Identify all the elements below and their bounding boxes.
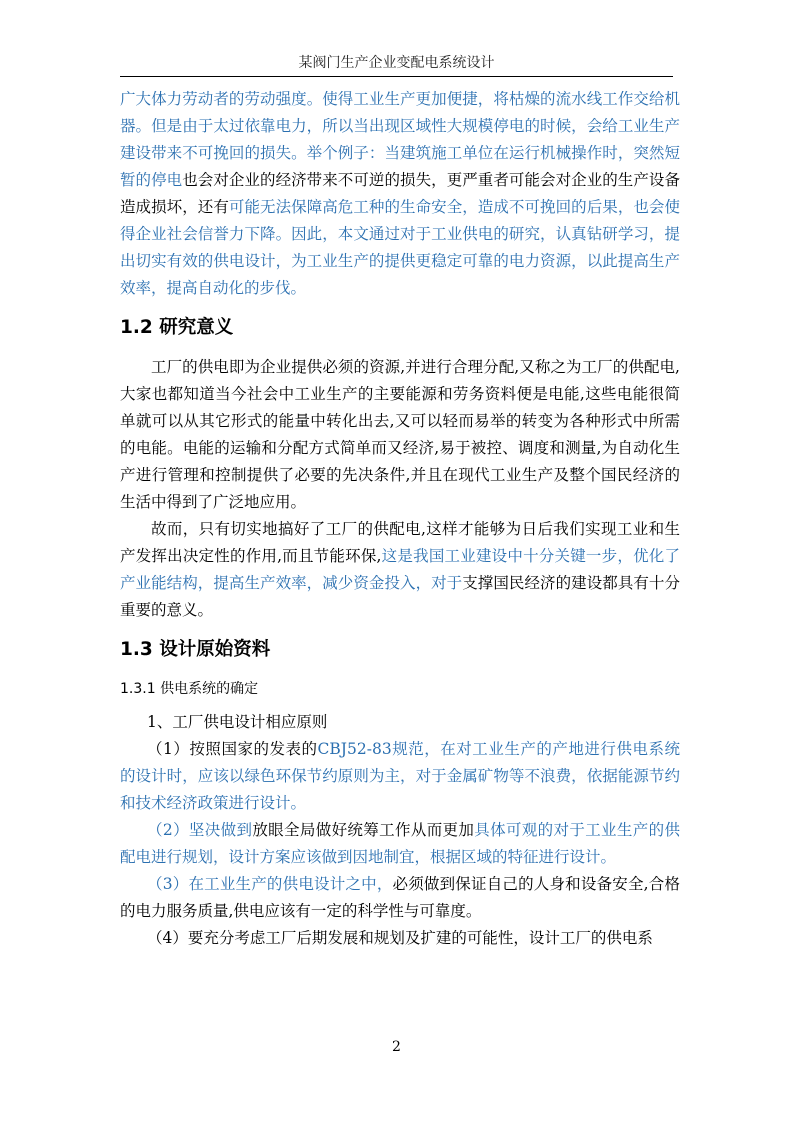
paragraph-1-2-a bbox=[120, 354, 680, 516]
text-run: 体力劳动者的劳动强度。使得工业生产更加便捷，将枯燥的流水线工作交给机器。但是由于太过依靠电力，所以当出现区域性大规模停电的时候，会给工业生产建设带来不可挽回的损失。举个例子：当建筑施工单位在运行机械操作时，突然短暂的停电 bbox=[120, 90, 680, 189]
paragraph-1-2-b bbox=[120, 516, 680, 624]
section-heading-1-2: 1.2 研究意义 bbox=[120, 317, 234, 338]
text-run: 故而，只有切实地搞好了工厂的供配电,这样才能够为日后我们实现工业和生产发挥出决定性的作用,而且节能环保, bbox=[120, 520, 680, 565]
text-run: 这是我国工业建设中十分关键一步，优化了产业能结构，提高生产效率，减少资金投入，对于 bbox=[120, 547, 680, 592]
subsection-heading-1-3-1: 1.3.1 供电系统的确定 bbox=[120, 681, 259, 697]
text-run: 支撑国民经济的建设都具有十分重要的意义。 bbox=[120, 574, 680, 619]
page-number: 2 bbox=[392, 1039, 401, 1055]
text-run: （1）按照国家的发表的 bbox=[147, 740, 318, 758]
text-run: 放眼全局做好统筹工作从而更加 bbox=[252, 821, 475, 839]
text-run: 必须做到保证自己的人身和设备安全,合格的电力服务质量,供电应该有一定的科学性与可靠度。 bbox=[120, 875, 680, 920]
section-heading-1-3: 1.3 设计原始资料 bbox=[120, 639, 271, 660]
principle-item-3 bbox=[120, 871, 680, 925]
text-run: 广大 bbox=[120, 90, 152, 108]
text-run: 工厂的供电即为企业提供必须的资源,并进行合理分配,又称之为工厂的供配电,大家也都知道当今社会中工业生产的主要能源和劳务资料便是电能,这些电能很简单就可以从其它形式的能量中转化出去,又可以轻而易举的转变为各种形式中所需的电能。电能的运输和分配方式简单而又经济,易于被控、调度和测量,为自动化生产进行管理和控制提供了必要的先决条件,并且在现代工业生产及整个国民经济的生活中得到了广泛地应用。 bbox=[120, 358, 680, 511]
principle-item-2 bbox=[120, 817, 680, 871]
principle-item-1 bbox=[120, 736, 680, 817]
text-run: 也会对企业的经济带来不可逆的损失，更严重者可能会对企业的生产设备造成损坏，还有 bbox=[120, 171, 680, 216]
text-run: 具体可观的对于工业生产的供配电进行规划，设计方案应该做到因地制宜，根据区域的特征进行设计。 bbox=[120, 821, 680, 866]
running-header: 某阀门生产企业变配电系统设计 bbox=[298, 55, 495, 71]
paragraph-1 bbox=[120, 86, 680, 302]
text-run: （4）要充分考虑工厂后期发展和规划及扩建的可能性，设计工厂的供电系 bbox=[147, 929, 653, 947]
text-run: CBJ52-83 bbox=[317, 740, 392, 758]
principles-title: 1、工厂供电设计相应原则 bbox=[147, 713, 328, 731]
principle-item-4 bbox=[120, 925, 680, 952]
text-run: 可能无法保障高危工种的生命安全，造成不可挽回的后果，也会使得企业社会信誉力下降。因此，本文通过对于工业供电的研究，认真钻研学习，提出切实有效的供电设计，为工业生产的提供更稳定可靠的电力资源，以此提高生产效率，提高自动化的步伐。 bbox=[120, 198, 680, 297]
header-rule bbox=[120, 76, 673, 77]
text-run: （3）在工业生产的供电设计之中， bbox=[147, 875, 393, 893]
text-run: （2）坚决做到 bbox=[147, 821, 253, 839]
document-body bbox=[120, 86, 680, 952]
text-run: 规范，在对工业生产的产地进行供电系统的设计时，应该以绿色环保节约原则为主，对于金属矿物等不浪费，依据能源节约和技术经济政策进行设计。 bbox=[120, 740, 680, 812]
